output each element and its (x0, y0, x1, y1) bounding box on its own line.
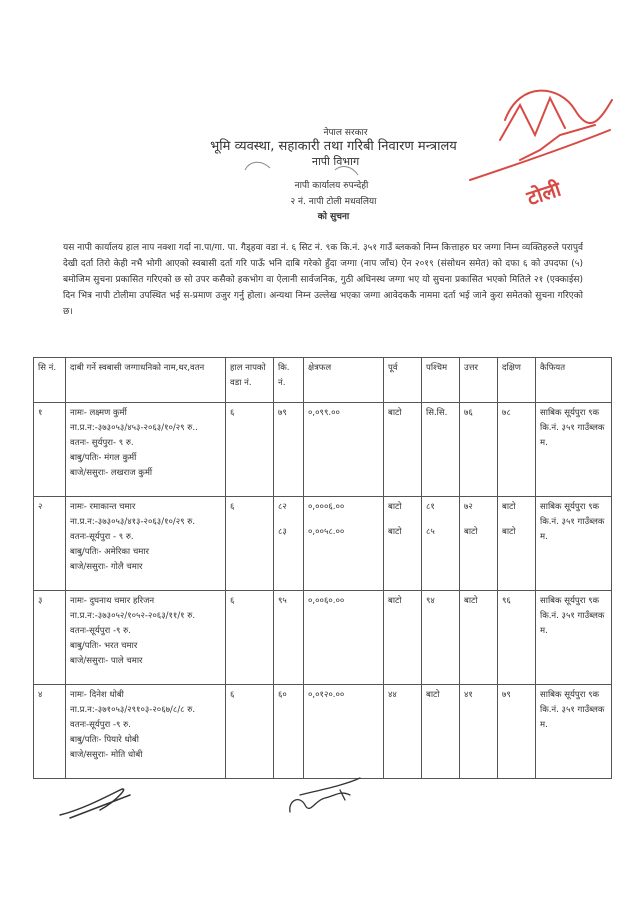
notice-paragraph: यस नापी कार्यालय हाल नाप नक्शा गर्दा ना.पा/गा. पा. गैड्हवा वडा नं. ६ सिट नं. ९क कि.नं. ३५१ गाउँ ब्लकको निम्न कित्ताहरु घर जग्गा निम्न व्यक्तिहरुले परापुर्व देखी दर्ता तिरो केही नभै भोगी आएको स्वबासी दर्ता गरि पाऊँ भनि दाबि गरेको हुँदा जग्गा (नाप जाँच) ऐन २०१९ (संसोधन समेत) को दफा ६ को उपदफा (५) बमोजिम सुचना प्रकासित गरिएको छ सो उपर कसैको हकभोग वा ऐलानी सार्वजनिक, गुठी अधिनस्थ जग्गा भए यो सुचना प्रकासित भएको मितिले २१ (एक्काईस) दिन भित्र नापी टोलीमा उपस्थित भई स-प्रमाण उजुर गर्नु होला। अन्यथा निम्न उल्लेख भएका जग्गा आवेदककै नाममा दर्ता भई जाने कुरा समेतको सुचना गरिएको छ। (63, 243, 583, 317)
cell-ward: ६ (226, 497, 274, 591)
cell-west-line: ८१ (426, 502, 435, 512)
notice-title: को सुचना (317, 212, 350, 222)
header-west: पश्चिम (422, 358, 460, 403)
cell-serial: २ (34, 497, 66, 591)
office-heading: नापी कार्यालय रुपन्देही (294, 181, 369, 191)
cell-kitta-line: ६० (278, 690, 287, 700)
cell-kitta-line: ८२ (278, 502, 287, 512)
cell-serial: ३ (34, 591, 66, 685)
cell-west-line: ९४ (426, 596, 435, 606)
cell-claimant-line: वतनः-सूर्यपुरा -९ रु. (70, 720, 131, 730)
cell-south-line: ७८ (502, 408, 511, 418)
svg-text:टोली: टोली (523, 176, 564, 211)
cell-north-line: ४१ (464, 690, 473, 700)
department-heading: नापी विभाग (311, 155, 360, 168)
cell-east-line: बाटो (388, 527, 402, 537)
cell-claimant-line: बाजे/ससुराः- गोलै चमार (70, 562, 143, 572)
cell-east-line: बाटो (388, 596, 402, 606)
cell-east-line: ४४ (388, 690, 397, 700)
cell-claimant-line: ना.प्र.न:-३७३०५२/१०५२-२०६३/११/१ रु. (70, 611, 196, 621)
cell-ward: ६ (226, 591, 274, 685)
header-north: उत्तर (460, 358, 498, 403)
cell-claimant-line: वतनः-सूर्यपुरा -९ रु. (70, 626, 131, 636)
cell-remarks: साबिक सूर्यपुरा ९क कि.नं. ३५१ गाउँब्लक म. (536, 591, 612, 685)
seal-stamp (245, 162, 358, 175)
cell-ward: ६ (226, 685, 274, 779)
cell-claimant-line: नामः- रमाकान्त चमार (70, 502, 136, 512)
cell-claimant-line: बाबु/पतिः- भरत चमार (70, 641, 138, 651)
cell-claimant-line: ना.प्र.न:-३७३०५३/४१३-२०६३/१०/२९ रु. (70, 517, 196, 527)
cell-south-line: बाटो (502, 527, 516, 537)
cell-claimant-line: वतनः-सूर्यपुरा - ९ रु. (70, 532, 134, 542)
cell-south-line: ९६ (502, 596, 511, 606)
cell-claimant-line: ना.प्र.न:-३७३०५३/४५३-२०६३/१०/२९ रु.. (70, 423, 198, 433)
cell-claimant-line: बाबु/पतिः- पियारे धोबी (70, 735, 139, 745)
cell-east-line: बाटो (388, 408, 402, 418)
cell-remarks: साबिक सूर्यपुरा ९क कि.नं. ३५१ गाउँब्लक म. (536, 403, 612, 497)
cell-claimant-line: नामः- दुघनाथ चमार हरिजन (70, 596, 155, 606)
cell-kitta-line: ९५ (278, 596, 287, 606)
cell-claimant-line: बाजे/ससुराः- पाले चमार (70, 656, 143, 666)
signature-center (290, 778, 360, 812)
cell-south-line: बाटो (502, 502, 516, 512)
cell-claimant-line: बाजे/ससुराः- लखराज कुर्मी (70, 468, 153, 478)
cell-claimant-line: ना.प्र.न:-३७१०५३/२९१०३-२०६७/८/८ रु. (70, 705, 196, 715)
cell-area-line: ०,०१२०.०० (308, 690, 345, 700)
cell-north-line: ७६ (464, 408, 473, 418)
header-claimant: दाबी गर्ने स्वबासी जग्गाधनिको नाम,थर,वतन (66, 358, 226, 403)
cell-kitta-line: ७९ (278, 408, 287, 418)
header-kitta: कि. नं. (274, 358, 304, 403)
header-ward: हाल नापको वडा नं. (226, 358, 274, 403)
cell-north-line: बाटो (464, 527, 478, 537)
cell-east-line: बाटो (388, 502, 402, 512)
team-heading: २ नं. नापी टोली मधवलिया (290, 197, 377, 207)
cell-kitta-line: ८३ (278, 527, 287, 537)
government-heading: नेपाल सरकार (323, 128, 368, 138)
cell-area-line: ०,००६०.०० (308, 596, 345, 606)
cell-ward: ६ (226, 403, 274, 497)
ministry-heading: भूमि व्यवस्था, सहाकारी तथा गरिबी निवारण मन्त्रालय (210, 139, 457, 154)
cell-south-line: ७९ (502, 690, 511, 700)
cell-claimant-line: वतनः- सुर्यपुरा- ९ रु. (70, 438, 134, 448)
cell-claimant-line: नामः- लक्ष्मण कुर्मी (70, 408, 127, 418)
header-serial: सि नं. (34, 358, 66, 403)
cell-serial: ४ (34, 685, 66, 779)
cell-serial: १ (34, 403, 66, 497)
cell-north-line: बाटो (464, 596, 478, 606)
signature-left (60, 789, 130, 818)
header-east: पूर्व (384, 358, 422, 403)
header-south: दक्षिण (498, 358, 536, 403)
header-area: क्षेत्रफल (304, 358, 384, 403)
cell-remarks: साबिक सूर्यपुरा ९क कि.नं. ३५१ गाउँब्लक म. (536, 685, 612, 779)
cell-claimant-line: बाजे/ससुराः- मोति धोबी (70, 750, 143, 760)
cell-area-line: ०,००५८.०० (308, 527, 345, 537)
red-stamp-signature (470, 91, 612, 211)
cell-claimant-line: बाबु/पतिः- अमेरिका चमार (70, 547, 149, 557)
cell-area-line: ०,०९९.०० (308, 408, 340, 418)
cell-west-line: सि.सि. (426, 408, 448, 418)
cell-claimant-line: नामः- दिनेश धोबी (70, 690, 124, 700)
cell-north-line: ७२ (464, 502, 473, 512)
cell-remarks: साबिक सूर्यपुरा ९क कि.नं. ३५१ गाउँब्लक म. (536, 497, 612, 591)
cell-west-line: ८५ (426, 527, 435, 537)
cell-area-line: ०,०००६.०० (308, 502, 345, 512)
cell-claimant-line: बाबु/पतिः- मंगल कुर्मी (70, 453, 137, 463)
header-remarks: कैफियत (536, 358, 612, 403)
cell-west-line: बाटो (426, 690, 440, 700)
